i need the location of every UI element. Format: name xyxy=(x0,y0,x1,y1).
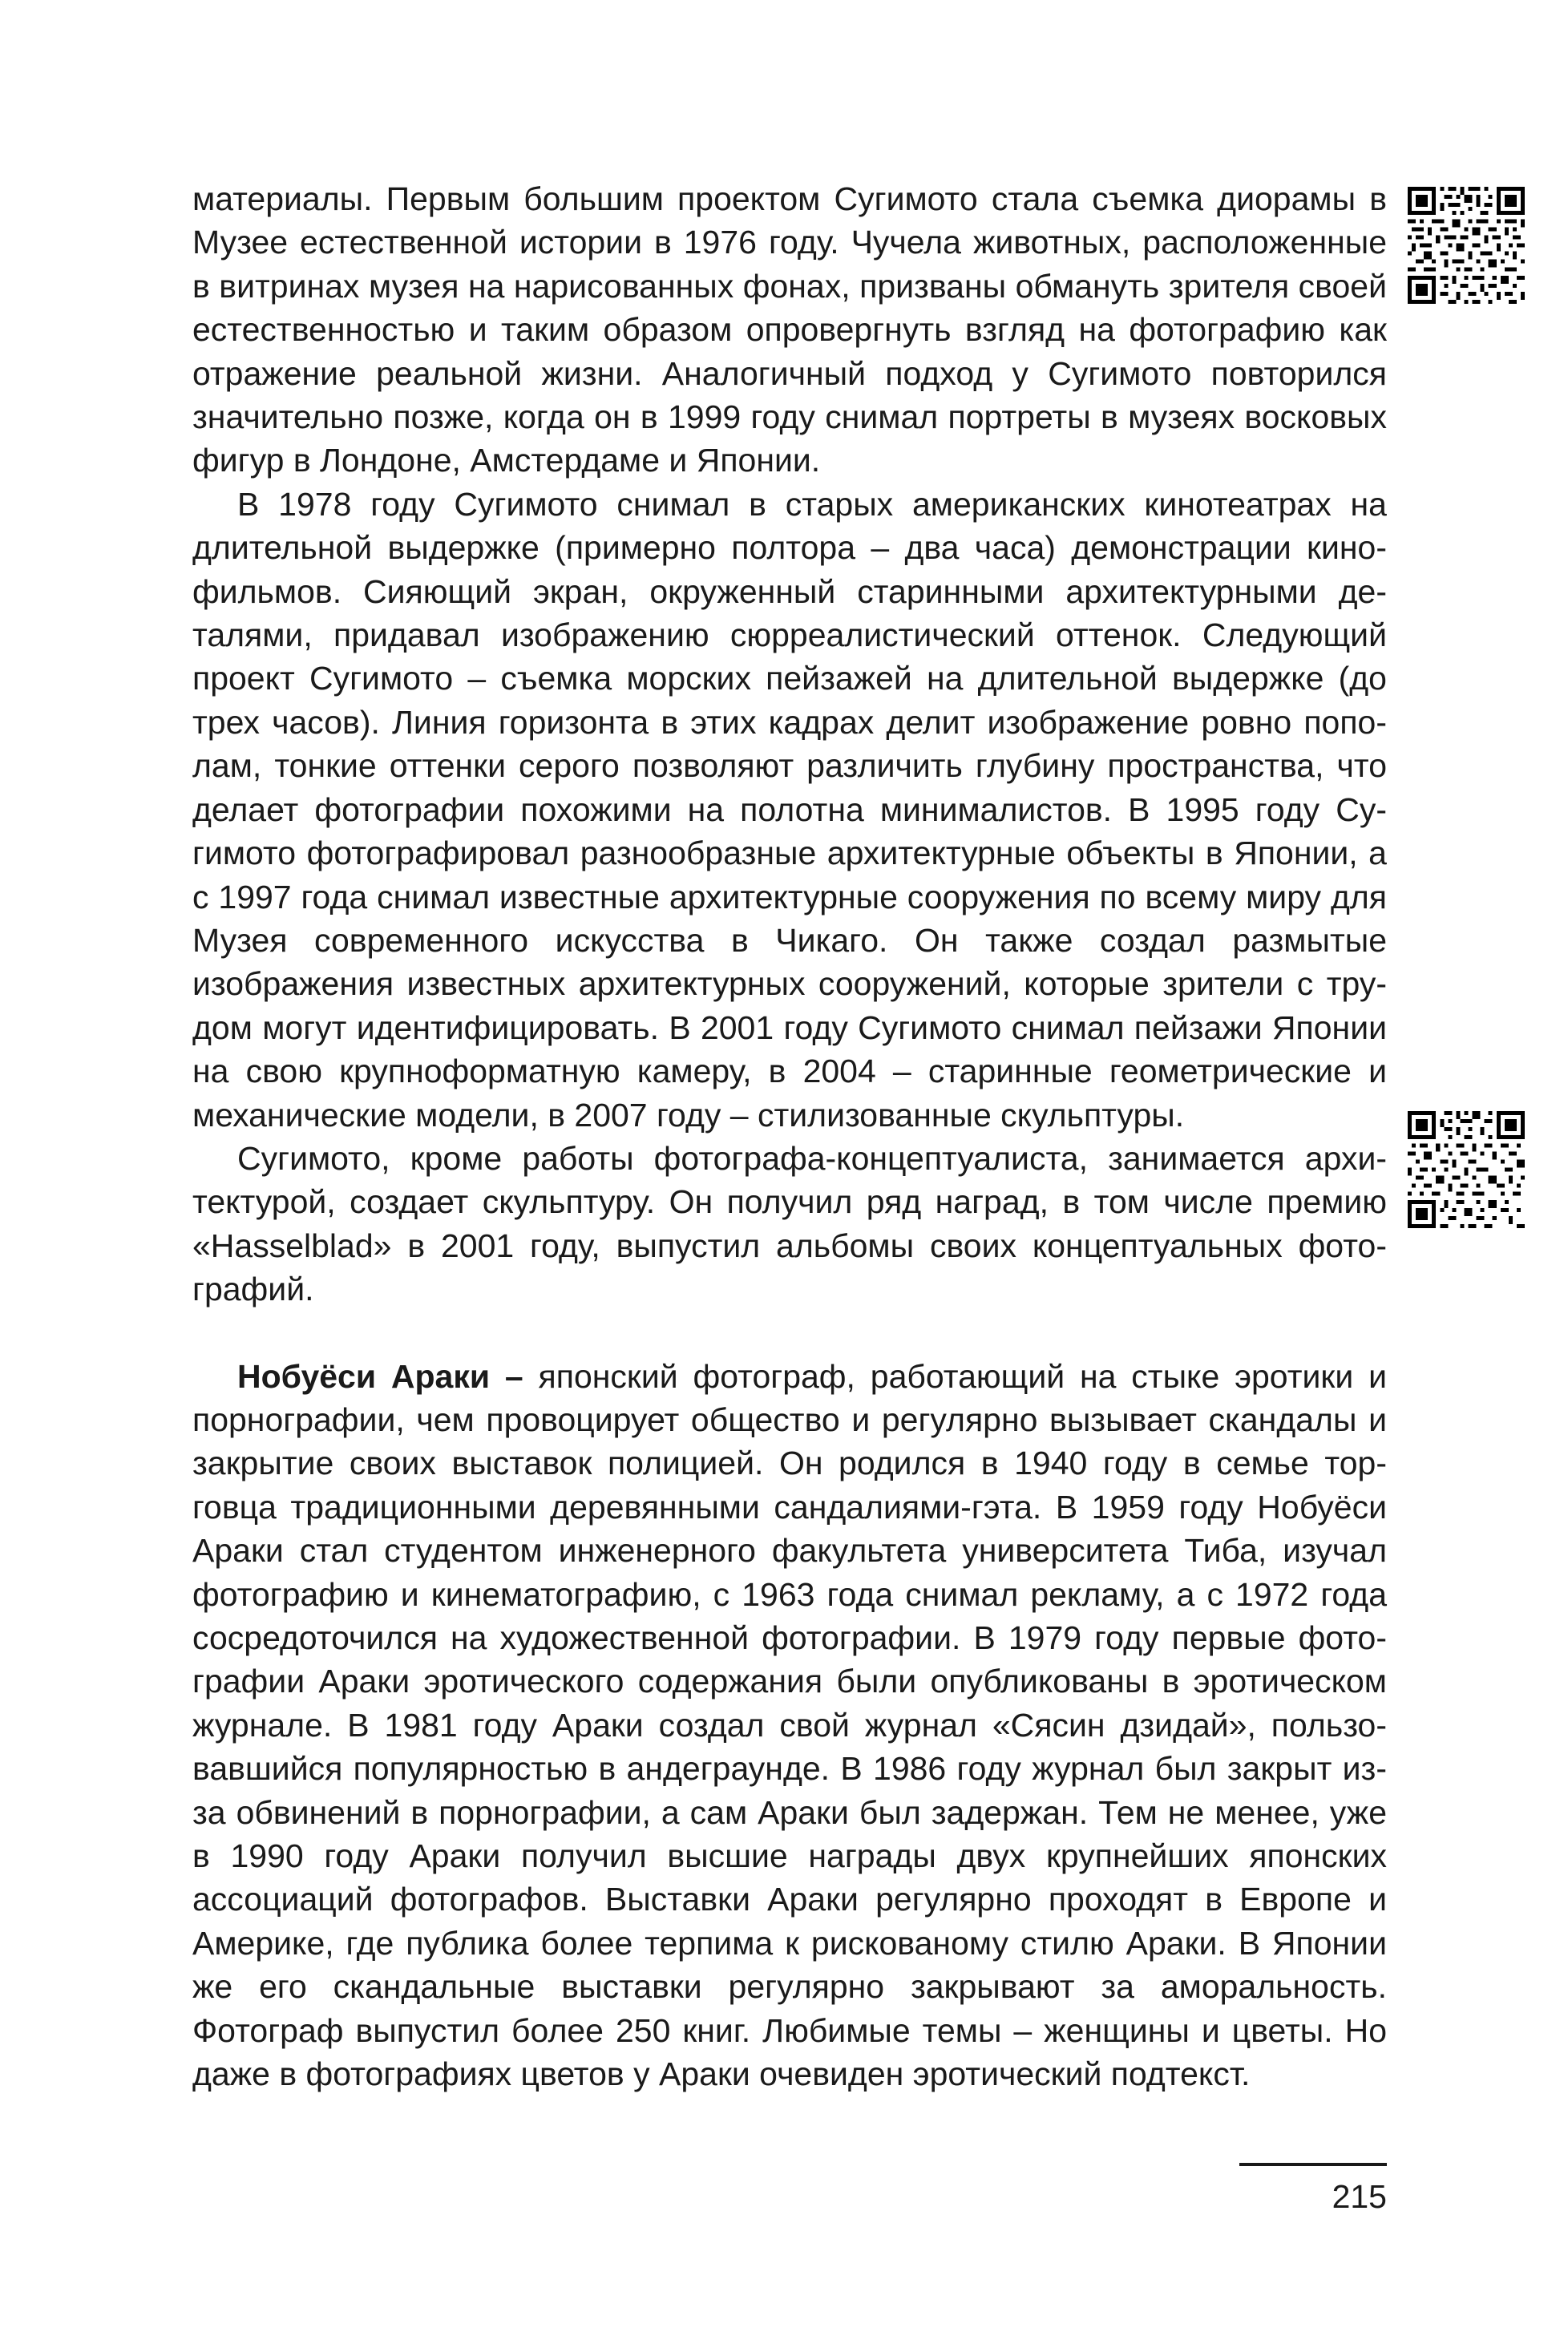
paragraph-text: материалы. Первым большим проектом Сугимото стала съемка диорамы в Музее естественной истории в 1976 году. Чучела животных, расположенные в витринах музея на нарисованных фонах, призваны обмануть зрителя своей естественностью и таким образом опровергнуть взгляд на фотографию как отражение реальной жизни. Аналогичный подход у Сугимото повторился значительно позже, когда он в 1999 году снимал портреты в музеях восковых фигур в Лондоне, Амстердаме и Японии. xyxy=(192,180,1387,479)
qr-code-graphic xyxy=(1408,187,1525,304)
qr-code-graphic xyxy=(1408,1111,1525,1228)
qr-code-icon[interactable] xyxy=(1408,187,1525,304)
paragraph-text: Сугимото, кроме работы фотографа-концептуалиста, занимается архитектурой, создает скульптуру. Он получил ряд наград, в том числе премию «Hasselblad» в 2001 году, выпустил альбомы своих концептуальных фотографий. xyxy=(192,1139,1387,1308)
paragraph-araki xyxy=(192,1355,1387,2096)
page-body xyxy=(192,177,1387,2096)
qr-code-icon[interactable] xyxy=(1408,1111,1525,1228)
section-gap xyxy=(192,1312,1387,1355)
paragraph-cinemas xyxy=(192,483,1387,1137)
paragraph-text: японский фотограф, работающий на стыке эротики и порнографии, чем провоцирует общество и регулярно вызывает скандалы и закрытие своих выставок полицией. Он родился в 1940 году в семье торговца традиционными деревянными сандалиями-гэта. В 1959 году Нобуёси Араки стал студентом инженерного факультета университета Тиба, изучал фотографию и кинематографию, с 1963 года снимал рекламу, а с 1972 года сосредоточился на художественной фотографии. В 1979 году первые фотографии Араки эротического содержания были опубликованы в эротическом журнале. В 1981 году Араки создал свой журнал «Сясин дзидай», пользовавшийся популярностью в андеграунде. В 1986 году журнал был закрыт из-за обвинений в порнографии, а сам Араки был задержан. Тем не менее, уже в 1990 году Араки получил высшие награды двух крупнейших японских ассоциаций фотографов. Выставки Араки регулярно проходят в Европе и Америке, где публика более терпима к рискованому стилю Араки. В Японии же его скандальные выставки регулярно закрывают за аморальность. Фотограф выпустил более 250 книг. Любимые темы – женщины и цветы. Но даже в фотографиях цветов у Араки очевиден эротический подтекст. xyxy=(192,1357,1387,2093)
page-number-rule xyxy=(1239,2163,1387,2166)
paragraph-awards xyxy=(192,1137,1387,1312)
paragraph-text: В 1978 году Сугимото снимал в старых американских кинотеатрах на длительной выдержке (примерно полтора – два часа) демонстрации кинофильмов. Сияющий экран, окруженный старинными архитектурными деталями, придавал изображению сюрреалистический оттенок. Следующий проект Сугимото – съемка морских пейзажей на длительной выдержке (до трех часов). Линия горизонта в этих кадрах делит изображение ровно пополам, тонкие оттенки серого позволяют различить глубину пространства, что делает фотографии похожими на полотна минималистов. В 1995 году Сугимото фотографировал разнообразные архитектурные объекты в Японии, а с 1997 года снимал известные архитектурные сооружения по всему миру для Музея современного искусства в Чикаго. Он также создал размытые изображения известных архитектурных сооружений, которые зрители с трудом могут идентифицировать. В 2001 году Сугимото снимал пейзажи Японии на свою крупноформатную камеру, в 2004 – старинные геометрические и механические модели, в 2007 году – стилизованные скульптуры. xyxy=(192,485,1387,1134)
paragraph-lead: Нобуёси Араки – xyxy=(237,1357,523,1395)
paragraph-diorama xyxy=(192,177,1387,483)
page-number: 215 xyxy=(1332,2178,1387,2215)
